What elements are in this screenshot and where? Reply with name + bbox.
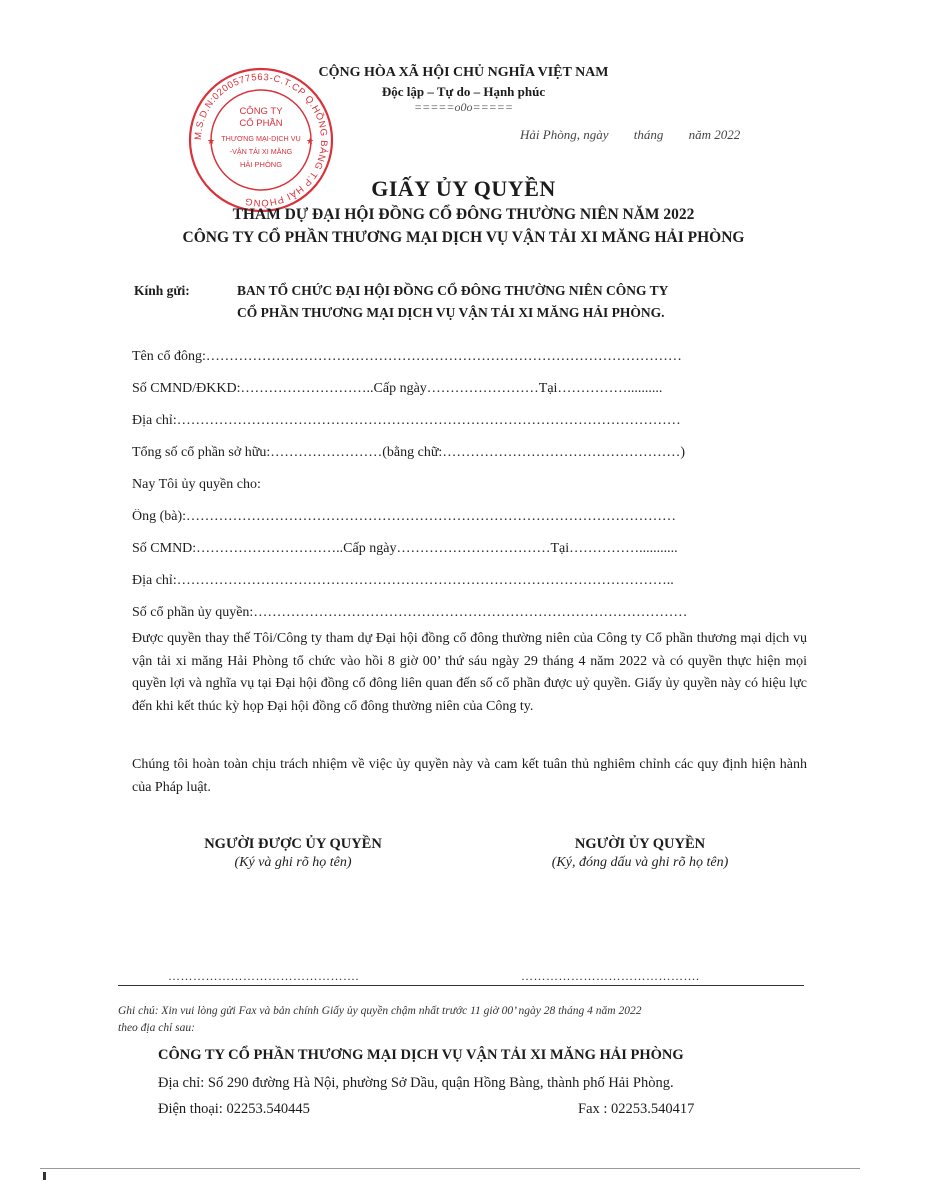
document-subtitle-2: CÔNG TY CỔ PHẦN THƯƠNG MẠI DỊCH VỤ VẬN TẢI XI MĂNG HẢI PHÒNG (182, 229, 745, 246)
grantor-signature-line[interactable]: ……………………………………. (521, 969, 700, 983)
document-subtitle-1: THAM DỰ ĐẠI HỘI ĐỒNG CỔ ĐÔNG THƯỜNG NIÊN NĂM 2022 (232, 206, 695, 223)
seal-line-1: CÔNG TY (239, 106, 283, 117)
national-motto: Độc lập – Tự do – Hạnh phúc (381, 84, 546, 99)
grantor-signature-title: NGƯỜI ỦY QUYỀN (574, 836, 706, 852)
seal-line-5: HẢI PHÒNG (239, 160, 283, 169)
document-title: GIẤY ỦY QUYỀN (371, 176, 556, 201)
recipient-line-2: CỔ PHẦN THƯƠNG MẠI DỊCH VỤ VẬN TẢI XI MĂNG HẢI PHÒNG. (237, 305, 665, 320)
grantor-signature-note: (Ký, đóng dấu và ghi rõ họ tên) (551, 855, 729, 870)
shareholder-address-field[interactable]: Địa chỉ:……………………………………………………………………………………………… (132, 413, 681, 428)
page-bottom-rule (40, 1168, 860, 1169)
seal-star-right-icon: ★ (306, 136, 315, 146)
footer-address: Địa chỉ: Số 290 đường Hà Nội, phường Sở Dầu, quận Hồng Bàng, thành phố Hải Phòng. (158, 1075, 674, 1091)
signature-divider (118, 985, 804, 986)
authorized-shares-field[interactable]: Số cổ phần ủy quyền:………………………………………………………………………………… (132, 605, 688, 620)
header-separator: =====o0o===== (414, 100, 513, 114)
proxy-id-field[interactable]: Số CMND:…………………………..Cấp ngày……………………………Tại……………........... (132, 541, 678, 556)
shareholder-id-field[interactable]: Số CMND/ĐKKD:………………………..Cấp ngày……………………Tại…………….......... (132, 381, 663, 396)
date-line (520, 127, 762, 143)
footer-phone: Điện thoại: 02253.540445 (158, 1101, 310, 1117)
date-month: tháng (633, 127, 664, 142)
recipient-line-1: BAN TỔ CHỨC ĐẠI HỘI ĐỒNG CỔ ĐÔNG THƯỜNG NIÊN CÔNG TY (237, 283, 669, 298)
footer-note (118, 1003, 642, 1037)
footer-company-name: CÔNG TY CỔ PHẦN THƯƠNG MẠI DỊCH VỤ VẬN TẢI XI MĂNG HẢI PHÒNG (158, 1047, 684, 1063)
seal-star-left-icon: ★ (207, 136, 216, 146)
authorization-paragraph: Được quyền thay thế Tôi/Công ty tham dự Đại hội đồng cổ đông thường niên của Công ty Cổ phần thương mại dịch vụ vận tải xi măng Hải Phòng tổ chức vào hồi 8 giờ 00’ thứ sáu ngày 29 tháng 4 năm 2022 và có quyền thực hiện mọi quyền lợi và nghĩa vụ tại Đại hội đồng cổ đông liên quan đến số cổ phần được uỷ quyền. Giấy ủy quyền này có hiệu lực đến khi kết thúc kỳ họp Đại hội đồng cổ đông thường niên của Công ty. (132, 631, 807, 714)
proxy-signature-line[interactable]: ………………………………………. (168, 969, 359, 983)
footer-note-line-1: Ghi chú: Xin vui lòng gửi Fax và bản chính Giấy ủy quyền chậm nhất trước 11 giờ 00’ ngày 28 tháng 4 năm 2022 (118, 1005, 642, 1017)
national-title: CỘNG HÒA XÃ HỘI CHỦ NGHĨA VIỆT NAM (318, 65, 609, 80)
footer-fax: Fax : 02253.540417 (578, 1101, 695, 1117)
footer-note-line-2: theo địa chỉ sau: (118, 1022, 195, 1034)
proxy-signature-note: (Ký và ghi rõ họ tên) (234, 855, 352, 870)
proxy-signature-title: NGƯỜI ĐƯỢC ỦY QUYỀN (204, 836, 382, 852)
shareholder-name-field[interactable]: Tên cổ đông:………………………………………………………………………………………… (132, 349, 682, 364)
proxy-address-field[interactable]: Địa chỉ:…………………………………………………………………………………………….. (132, 573, 674, 588)
date-year: năm 2022 (688, 127, 741, 142)
date-place: Hải Phòng, ngày (520, 127, 609, 142)
authorize-to-label: Nay Tôi ủy quyền cho: (132, 477, 261, 492)
seal-ring-text: M.S.D.N:0200577563-C.T.CP Q.HỒNG BÀNG T.P HẢI PHÒNG (192, 71, 330, 209)
seal-line-4: -VẬN TẢI XI MĂNG (229, 147, 293, 156)
total-shares-field[interactable]: Tổng số cổ phần sở hữu:……………………(bằng chữ:……………………………………………) (132, 445, 685, 460)
seal-line-2: CỔ PHẦN (239, 118, 283, 129)
responsibility-paragraph: Chúng tôi hoàn toàn chịu trách nhiệm về việc ủy quyền này và cam kết tuân thủ nghiêm chỉnh các quy định hiện hành của Pháp luật. (132, 757, 807, 795)
recipient-label: Kính gửi: (134, 283, 190, 298)
proxy-name-field[interactable]: Ông (bà):…………………………………………………………………………………………… (132, 509, 677, 524)
seal-line-3: THƯƠNG MẠI-DỊCH VỤ (221, 134, 301, 143)
scan-mark (43, 1172, 46, 1180)
